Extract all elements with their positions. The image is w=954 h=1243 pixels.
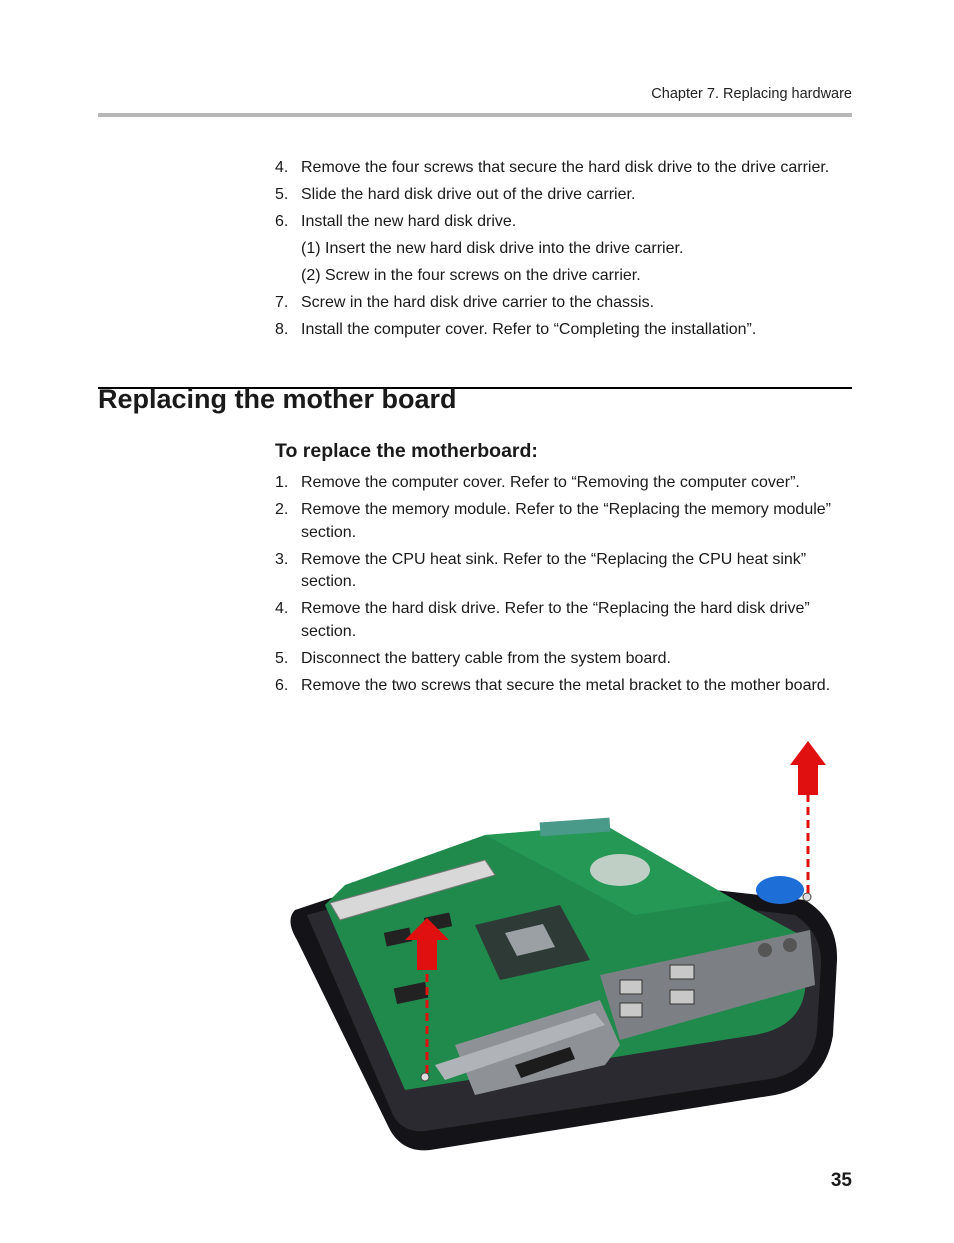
step-number: 5. xyxy=(275,186,289,203)
battery xyxy=(756,876,804,904)
list-subitem xyxy=(275,238,855,261)
procedure-heading: To replace the motherboard: xyxy=(275,440,538,462)
step-text: Install the new hard disk drive. xyxy=(301,213,517,230)
audio-jack xyxy=(783,938,797,952)
step-text: Remove the computer cover. Refer to “Removing the computer cover”. xyxy=(301,474,800,491)
substep-text: (1) Insert the new hard disk drive into the drive carrier. xyxy=(301,240,684,257)
step-number: 4. xyxy=(275,600,289,617)
hdd-mount xyxy=(590,854,650,886)
steps-top-list xyxy=(275,157,855,346)
list-item xyxy=(275,648,855,671)
section-title: Replacing the mother board xyxy=(98,384,457,414)
list-item xyxy=(275,598,855,643)
step-number: 7. xyxy=(275,294,289,311)
list-item xyxy=(275,675,855,698)
step-number: 4. xyxy=(275,159,289,176)
step-text: Install the computer cover. Refer to “Completing the installation”. xyxy=(301,321,757,338)
substep-text: (2) Screw in the four screws on the drive carrier. xyxy=(301,267,641,284)
audio-jack xyxy=(758,943,772,957)
list-item xyxy=(275,549,855,594)
step-number: 5. xyxy=(275,649,289,667)
step-number: 8. xyxy=(275,321,289,338)
header-rule xyxy=(98,113,852,117)
list-item xyxy=(275,184,855,207)
step-text: Disconnect the battery cable from the system board. xyxy=(301,649,671,667)
screw xyxy=(421,1073,429,1081)
running-header: Chapter 7. Replacing hardware xyxy=(651,86,852,102)
procedure-steps-list xyxy=(275,472,855,702)
list-item xyxy=(275,472,855,495)
screw xyxy=(803,893,811,901)
step-text: Remove the two screws that secure the metal bracket to the mother board. xyxy=(301,676,831,694)
step-number: 1. xyxy=(275,474,289,491)
arrow-up-right xyxy=(790,741,826,795)
step-text: Slide the hard disk drive out of the drive carrier. xyxy=(301,186,636,203)
list-item xyxy=(275,499,855,544)
step-text: Remove the memory module. Refer to the “Replacing the memory module” section. xyxy=(301,501,831,541)
list-item xyxy=(275,157,855,180)
motherboard-photo xyxy=(285,735,845,1160)
usb-port xyxy=(620,980,642,994)
usb-port xyxy=(620,1003,642,1017)
step-number: 6. xyxy=(275,213,289,230)
list-item xyxy=(275,292,855,315)
page-number: 35 xyxy=(830,1170,852,1191)
step-text: Screw in the hard disk drive carrier to the chassis. xyxy=(301,294,655,311)
usb-port xyxy=(670,990,694,1004)
step-text: Remove the four screws that secure the hard disk drive to the drive carrier. xyxy=(301,159,830,176)
list-item xyxy=(275,211,855,234)
step-text: Remove the CPU heat sink. Refer to the “Replacing the CPU heat sink” section. xyxy=(301,550,807,590)
list-item xyxy=(275,319,855,342)
usb-port xyxy=(670,965,694,979)
step-number: 3. xyxy=(275,550,289,568)
step-number: 6. xyxy=(275,676,289,694)
step-text: Remove the hard disk drive. Refer to the “Replacing the hard disk drive” section. xyxy=(301,600,810,640)
list-subitem xyxy=(275,265,855,288)
step-number: 2. xyxy=(275,501,289,518)
